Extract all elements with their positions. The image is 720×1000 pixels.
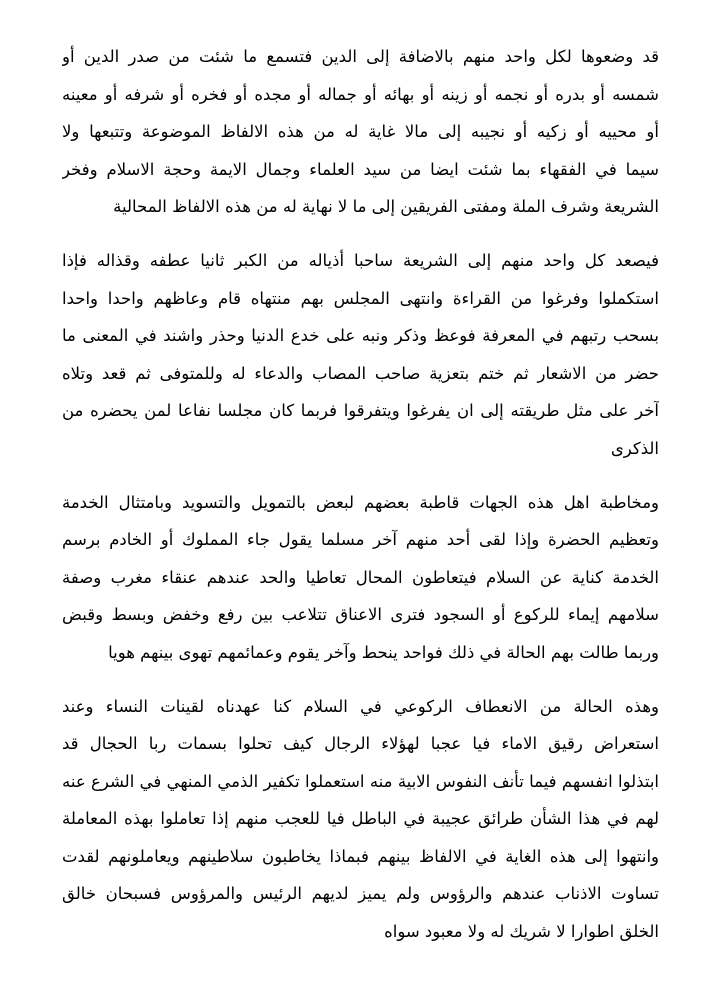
paragraph-4 [62, 688, 659, 951]
text-line: وتعظيم الحضرة وإذا لقى أحد منهم آخر مسلما يقول جاء المملوك أو الخادم برسم [62, 530, 659, 550]
paragraph-1 [62, 38, 659, 226]
text-line: استكملوا وفرغوا من القراءة وانتهى المجلس بهم منتهاه قام وعاظهم واحدا واحدا [62, 288, 659, 308]
text-line: آخر على مثل طريقته إلى ان يفرغوا ويتفرقوا فربما كان مجلسا نفاعا لمن يحضره من [62, 401, 659, 421]
text-line: تساوت الاذناب عندهم والرؤوس ولم يميز لديهم الرئيس والمرؤوس فسبحان خالق [62, 884, 659, 904]
text-line: الشريعة وشرف الملة ومفتى الفريقين إلى ما لا نهاية له من هذه الالفاظ المحالية [113, 197, 659, 217]
text-line: وربما طالت بهم الحالة في ذلك فواحد ينحط وآخر يقوم وعمائمهم تهوى بينهم هويا [108, 642, 659, 662]
paragraph-gap [62, 468, 659, 484]
text-line: حضر من الاشعار ثم ختم بتعزية صاحب المصاب والدعاء له وللمتوفى ثم قعد وتلاه [62, 363, 659, 383]
paragraph-gap [62, 672, 659, 688]
paragraph-2 [62, 242, 659, 468]
text-line: لهم في هذا الشأن طرائق عجيبة في الباطل فيا للعجب منهم إذا تعاملوا بهذه المعاملة [62, 809, 659, 829]
text-line: بسحب رتبهم في المعرفة فوعظ وذكر ونبه على خدع الدنيا وحذر واشند في المعنى ما [62, 326, 659, 346]
document-page [62, 38, 659, 951]
text-line: وهذه الحالة من الانعطاف الركوعي في السلام كنا عهدناه لقينات النساء وعند [62, 696, 659, 716]
text-line: ابتذلوا انفسهم فيما تأنف النفوس الابية منه استعملوا تكفير الذمي المنهي في الشرع عنه [62, 771, 659, 791]
text-line: فيصعد كل واحد منهم إلى الشريعة ساحبا أذياله من الكبر ثانيا عطفه وقذاله فإذا [62, 250, 659, 270]
paragraph-gap [62, 226, 659, 242]
text-line: الذكرى [610, 438, 659, 458]
text-line: قد وضعوها لكل واحد منهم بالاضافة إلى الدين فتسمع ما شئت من صدر الدين أو [62, 47, 659, 66]
text-line: سيما في الفقهاء بما شئت ايضا من سيد العلماء وجمال الايمة وحجة الاسلام وفخر [62, 159, 659, 179]
text-line: وانتهوا إلى هذه الغاية في الالفاظ بينهم فبماذا يخاطبون سلاطينهم ويعاملونهم لقدت [62, 846, 659, 866]
text-line: الخلق اطوارا لا شريك له ولا معبود سواه [384, 922, 659, 942]
text-line: شمسه أو بدره أو نجمه أو زينه أو بهائه أو جماله أو مجده أو فخره أو شرفه أو معينه [62, 84, 659, 104]
text-line: استعراض رقيق الاماء فيا عجبا لهؤلاء الرجال كيف تحلوا بسمات ربا الحجال قد [62, 734, 659, 754]
text-line: أو محييه أو زكيه أو نجيبه إلى مالا غاية له من هذه الالفاظ الموضوعة وتتبعها ولا [62, 122, 659, 142]
text-line: سلامهم إيماء للركوع أو السجود فترى الاعناق تتلاعب بين رفع وخفض وبسط وقبض [62, 605, 659, 625]
paragraph-3 [62, 484, 659, 672]
text-line: الخدمة كناية عن السلام فيتعاطون المحال تعاطيا والحد عندهم عنقاء مغرب وصفة [62, 567, 659, 587]
text-line: ومخاطبة اهل هذه الجهات قاطبة بعضهم لبعض بالتمويل والتسويد وبامتثال الخدمة [62, 492, 659, 512]
